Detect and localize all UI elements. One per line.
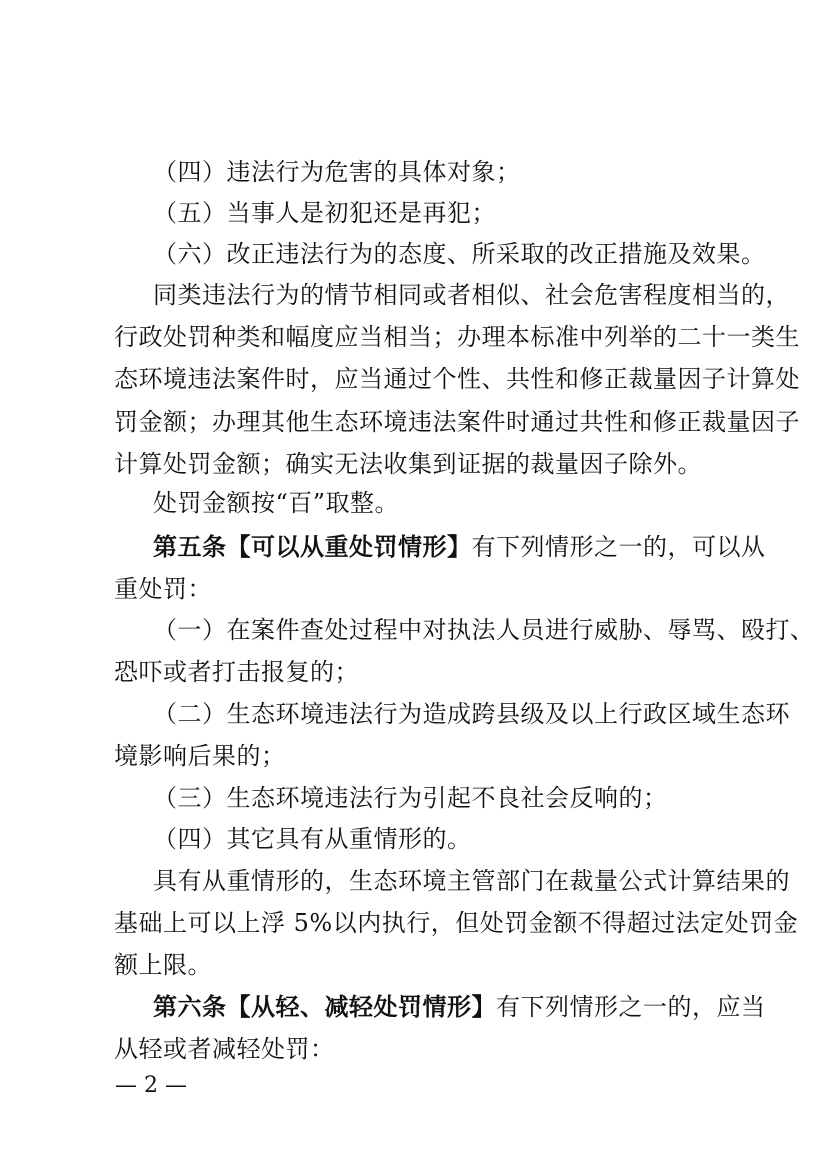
paragraph-line: 计算处罚金额；确实无法收集到证据的裁量因子除外。 xyxy=(114,450,702,478)
paragraph-text: 有下列情形之一的，可以从 xyxy=(471,533,766,561)
paragraph-line: 从轻或者减轻处罚： xyxy=(114,1035,335,1063)
paragraph-line: 同类违法行为的情节相同或者相似、社会危害程度相当的， xyxy=(153,281,790,309)
paragraph-line: （六）改正违法行为的态度、所采取的改正措施及效果。 xyxy=(153,240,766,268)
paragraph-line: （二）生态环境违法行为造成跨县级及以上行政区域生态环 xyxy=(153,700,790,728)
paragraph-line: 重处罚： xyxy=(114,575,212,603)
paragraph-line: 处罚金额按“百”取整。 xyxy=(153,489,400,517)
paragraph-line: （四）违法行为危害的具体对象； xyxy=(153,158,521,186)
paragraph-line: 具有从重情形的，生态环境主管部门在裁量公式计算结果的 xyxy=(153,867,790,895)
paragraph-line: （五）当事人是初犯还是再犯； xyxy=(153,199,496,227)
page-number: — 2 — xyxy=(115,1073,187,1098)
paragraph-line: 额上限。 xyxy=(114,951,212,979)
paragraph-line: （四）其它具有从重情形的。 xyxy=(153,825,472,853)
paragraph-line: 基础上可以上浮 5%以内执行，但处罚金额不得超过法定处罚金 xyxy=(114,909,799,937)
paragraph-line: 态环境违法案件时，应当通过个性、共性和修正裁量因子计算处 xyxy=(114,365,800,393)
paragraph-line: 恐吓或者打击报复的； xyxy=(114,658,359,686)
paragraph-line: （三）生态环境违法行为引起不良社会反响的； xyxy=(153,784,668,812)
paragraph-line: （一）在案件查处过程中对执法人员进行威胁、辱骂、殴打、 xyxy=(153,616,815,644)
article-6-heading: 第六条【从轻、减轻处罚情形】 xyxy=(153,992,496,1021)
paragraph-text: 有下列情形之一的，应当 xyxy=(496,993,766,1021)
article-6-line xyxy=(153,992,766,1021)
paragraph-line: 行政处罚种类和幅度应当相当；办理本标准中列举的二十一类生 xyxy=(114,323,800,351)
article-5-heading: 第五条【可以从重处罚情形】 xyxy=(153,532,472,561)
paragraph-line: 境影响后果的； xyxy=(114,742,286,770)
article-5-line xyxy=(153,532,766,561)
paragraph-line: 罚金额；办理其他生态环境违法案件时通过共性和修正裁量因子 xyxy=(114,408,800,436)
